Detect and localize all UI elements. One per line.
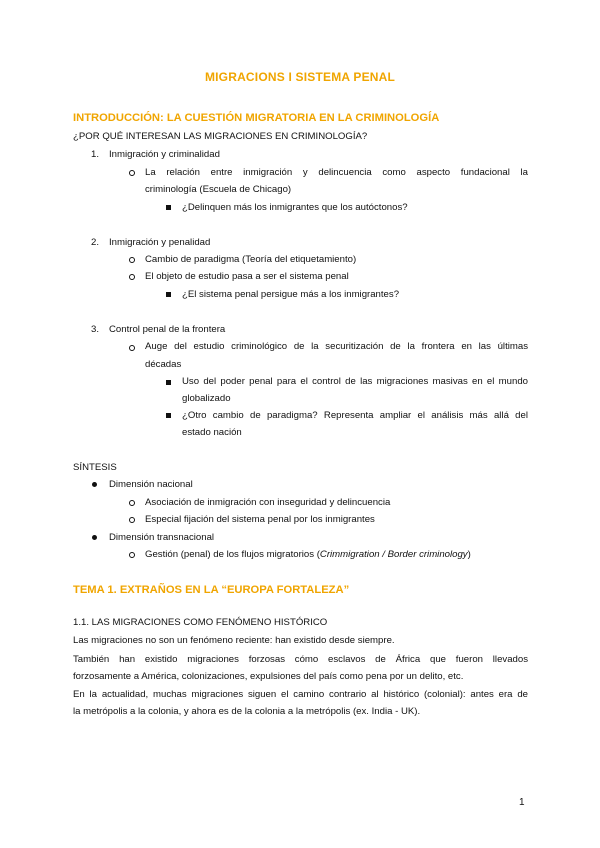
item-3-subsub-2-line-2: estado nación [182,427,242,438]
tema1-paragraph-3-line-1: En la actualidad, muchas migraciones siguen el camino contrario al histórico (colonial): antes era de [73,689,528,700]
synthesis-item-2-sub-suffix: ) [467,549,471,560]
item-1-label: Inmigración y criminalidad [109,149,220,160]
synthesis-item-1-sub-2: Especial fijación del sistema penal por los inmigrantes [145,514,375,525]
document-title: MIGRACIONS I SISTEMA PENAL [204,70,396,84]
disc-bullet-icon [92,482,97,487]
circle-bullet-icon [129,500,135,506]
tema1-paragraph-3-line-2: la metrópolis a la colonia, y ahora es de la colonia a la metrópolis (ex. India - UK). [73,706,421,717]
item-2-number: 2. [91,237,100,248]
synthesis-item-1-sub-1: Asociación de inmigración con inseguridad y delincuencia [145,497,391,508]
square-bullet-icon [166,205,171,210]
disc-bullet-icon [92,535,97,540]
item-3-subsub-1-line-2: globalizado [182,393,231,404]
item-3-subsub-2-line-1: ¿Otro cambio de paradigma? Representa ampliar el análisis más allá del [182,410,528,421]
tema1-paragraph-2-line-1: También han existido migraciones forzosas cómo esclavos de África que fueron llevados [73,654,528,665]
tema1-section-title: 1.1. LAS MIGRACIONES COMO FENÓMENO HISTÓRICO [73,617,328,628]
item-3-label: Control penal de la frontera [109,324,226,335]
circle-bullet-icon [129,345,135,351]
item-2-subsub-1: ¿El sistema penal persigue más a los inmigrantes? [182,289,400,300]
tema1-heading: TEMA 1. EXTRAÑOS EN LA “EUROPA FORTALEZA” [73,584,350,596]
intro-heading: INTRODUCCIÓN: LA CUESTIÓN MIGRATORIA EN LA CRIMINOLOGÍA [73,112,440,124]
circle-bullet-icon [129,517,135,523]
item-2-sub-2: El objeto de estudio pasa a ser el sistema penal [145,271,349,282]
item-3-sub-1-line-1: Auge del estudio criminológico de la securitización de la frontera en las últimas [145,341,528,352]
item-2-sub-1: Cambio de paradigma (Teoría del etiquetamiento) [145,254,357,265]
tema1-paragraph-1: Las migraciones no son un fenómeno reciente: han existido desde siempre. [73,635,395,646]
circle-bullet-icon [129,257,135,263]
item-1-number: 1. [91,149,100,160]
item-3-subsub-1-line-1: Uso del poder penal para el control de las migraciones masivas en el mundo [182,376,528,387]
item-1-subsub-1: ¿Delinquen más los inmigrantes que los autóctonos? [182,202,408,213]
circle-bullet-icon [129,170,135,176]
circle-bullet-icon [129,552,135,558]
square-bullet-icon [166,292,171,297]
synthesis-item-2: Dimensión transnacional [109,532,215,543]
synthesis-item-2-sub-1 [145,546,471,563]
synthesis-item-2-sub-italic: Crimmigration / Border criminology [319,549,468,560]
tema1-paragraph-2-line-2: forzosamente a América, colonizaciones, expulsiones del país como pena por un delito, etc. [73,671,464,682]
synthesis-item-2-sub-prefix: Gestión (penal) de los flujos migratorios ( [145,549,320,560]
page-number: 1 [519,797,525,808]
intro-question: ¿POR QUÉ INTERESAN LAS MIGRACIONES EN CRIMINOLOGÍA? [73,131,368,142]
item-1-sub-1-line-1: La relación entre inmigración y delincuencia como aspecto fundacional la [145,167,528,178]
item-3-sub-1-line-2: décadas [145,359,182,370]
square-bullet-icon [166,413,171,418]
item-1-sub-1-line-2: criminología (Escuela de Chicago) [145,184,292,195]
item-2-label: Inmigración y penalidad [109,237,211,248]
synthesis-item-1: Dimensión nacional [109,479,193,490]
item-3-number: 3. [91,324,100,335]
square-bullet-icon [166,380,171,385]
circle-bullet-icon [129,274,135,280]
synthesis-heading: SÍNTESIS [73,462,117,473]
